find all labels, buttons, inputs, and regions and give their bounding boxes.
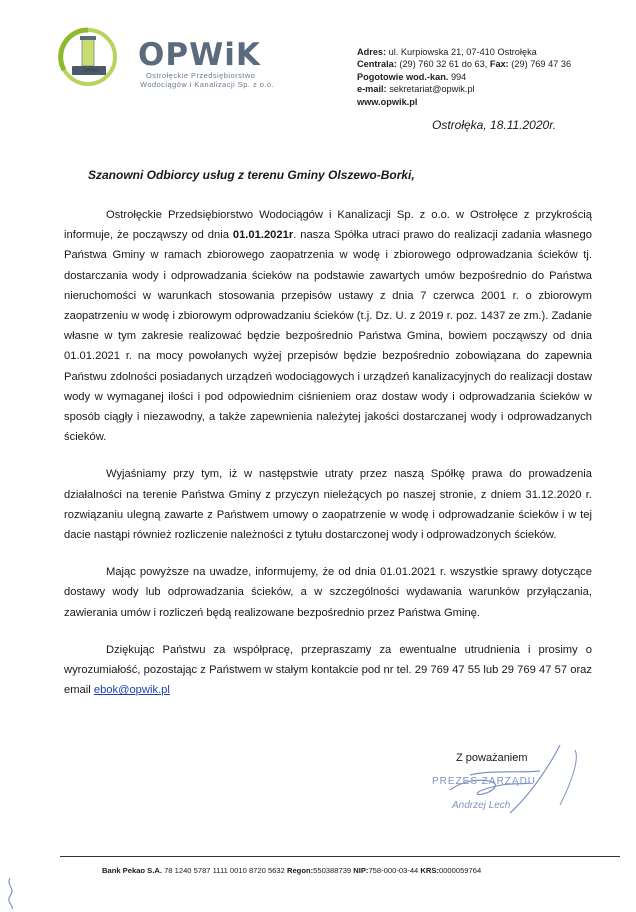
krs-label: KRS: [420,866,439,875]
footer-divider [60,856,620,857]
paragraph-4 [64,640,592,701]
emergency-label: Pogotowie wod.-kan. [357,71,449,82]
fax-value: (29) 769 47 36 [511,59,572,70]
p1-bold-date: 01.01.2021 [232,229,289,242]
nip-label: NIP: [353,866,369,875]
contact-emergency [357,71,571,83]
central-label: Centrala: [357,59,397,70]
margin-scribble-icon [2,876,22,910]
ebok-email-link[interactable]: ebok@opwik.pl [93,684,170,697]
logo-badge-text: OPWiK [82,68,99,74]
email-value[interactable]: sekretariat@opwik.pl [389,84,475,95]
closing-text: Z poważaniem [456,752,528,764]
p1-text-a: Ostrołęckie Przedsiębiorstwo Wodociągów i Kanalizacji Sp. z o.o. w Ostrołęce z przykrością informuje, że począwszy od dnia [64,209,592,242]
address-value: ul. Kurpiowska 21, 07-410 Ostrołęka [388,47,537,57]
paragraph-1 [64,205,592,447]
contact-email [357,83,571,95]
logo-emblem-icon [58,26,148,88]
brand-subtitle-line2: Wodociągów i Kanalizacji Sp. z o.o. [140,80,275,89]
contact-block [357,46,571,108]
bank-account: 78 1240 5787 1111 0010 8720 5632 [164,866,285,875]
contact-address [357,46,571,58]
stamp-title: PREZES ZARZĄDU [432,776,537,787]
fax-label: Fax: [489,59,509,70]
paragraph-2: Wyjaśniamy przy tym, iż w następstwie utraty przez naszą Spółkę prawa do prowadzenia działalności na terenie Państwa Gminy z przyczyn nieleżących po naszej stronie, z dniem 31.12.2020 r. rozwiązaniu ulegną zawarte z Państwem umowy o zaopatrzenie w wodę i odprowadzanie ścieków i w tej dacie nastąpi również rozliczenie należności z tytułu dostarczonej wody i odprowadzonych ścieków. [64,468,592,542]
krs-value: 0000059764 [438,866,482,875]
footer-bank-info [102,866,481,875]
website-link[interactable]: www.opwik.pl [357,96,418,107]
central-value: (29) 760 32 61 do 63, [399,59,488,70]
letter-body [64,205,592,700]
letter-greeting: Szanowni Odbiorcy usług z terenu Gminy Olszewo-Borki, [88,168,415,182]
bank-label: Bank Pekao S.A. [102,866,162,875]
address-label: Adres: [357,47,387,57]
emergency-value: 994 [450,71,467,82]
letter-date: Ostrołęka, 18.11.2020r. [432,118,557,132]
p1-bold-r: r [288,229,294,242]
nip-value: 758-000-03-44 [368,866,419,875]
brand-name: OPWiK [138,37,261,73]
contact-website[interactable] [357,96,571,108]
email-label: e-mail: [357,84,387,95]
p1-text-b: . nasza Spółka utraci prawo do realizacji zadania własnego Państwa Gminy w ramach zbiorowego zaopatrzenia w wodę i zbiorowego odprowadzania ścieków tj. dostarczania wody i odprowadzania ścieków na podstawie zawartych umów bezpośrednio do Państwa nieruchomości w warunkach stosowania przepisów ustawy z dnia 7 czerwca 2001 r. o zbiorowym zaopatrzeniu w wodę i zbiorowym odprowadzaniu ścieków (t.j. Dz. U. z 2019 r. poz. 1437 ze zm.). Zadanie własne w tym zakresie realizować będzie bezpośrednio Państwa Gmina, bowiem począwszy od dnia 01.01.2021 r. na mocy powołanych wyżej przepisów będzie bezpośrednio zobowiązana do zapewnia Państwu zdolności posiadanych urządzeń wodociągowych i urządzeń kanalizacyjnych do realizacji dostaw wody w wymaganej ilości i pod odpowiednim ciśnieniem oraz dostaw wody i odprowadzania ścieków w sposób ciągły i niezawodny, a także zapewnienia należytej jakości dostarczanej wody i odprowadzanych ścieków. [64,229,592,444]
contact-phone [357,58,571,70]
company-logo [58,26,308,89]
stamp-name: Andrzej Lech [452,800,511,811]
p4-text: Dziękując Państwu za współpracę, przepraszamy za ewentualne utrudnienia i prosimy o wyrozumiałość, pozostając z Państwem w stałym kontakcie pod nr tel. 29 769 47 55 lub 29 769 47 57 oraz email [64,643,592,697]
paragraph-3: Mając powyższe na uwadze, informujemy, że od dnia 01.01.2021 r. wszystkie sprawy dotyczące dostawy wody lub odprowadzania ścieków, a w szczególności wydawania warunków przyłączania, zawierania umów i rozliczeń będą realizowane bezpośrednio przez Państwa Gminę. [64,566,592,619]
regon-label: Regon: [286,866,314,875]
brand-subtitle-line1: Ostrołęckie Przedsiębiorstwo [146,71,256,80]
regon-value: 550388739 [313,866,352,875]
